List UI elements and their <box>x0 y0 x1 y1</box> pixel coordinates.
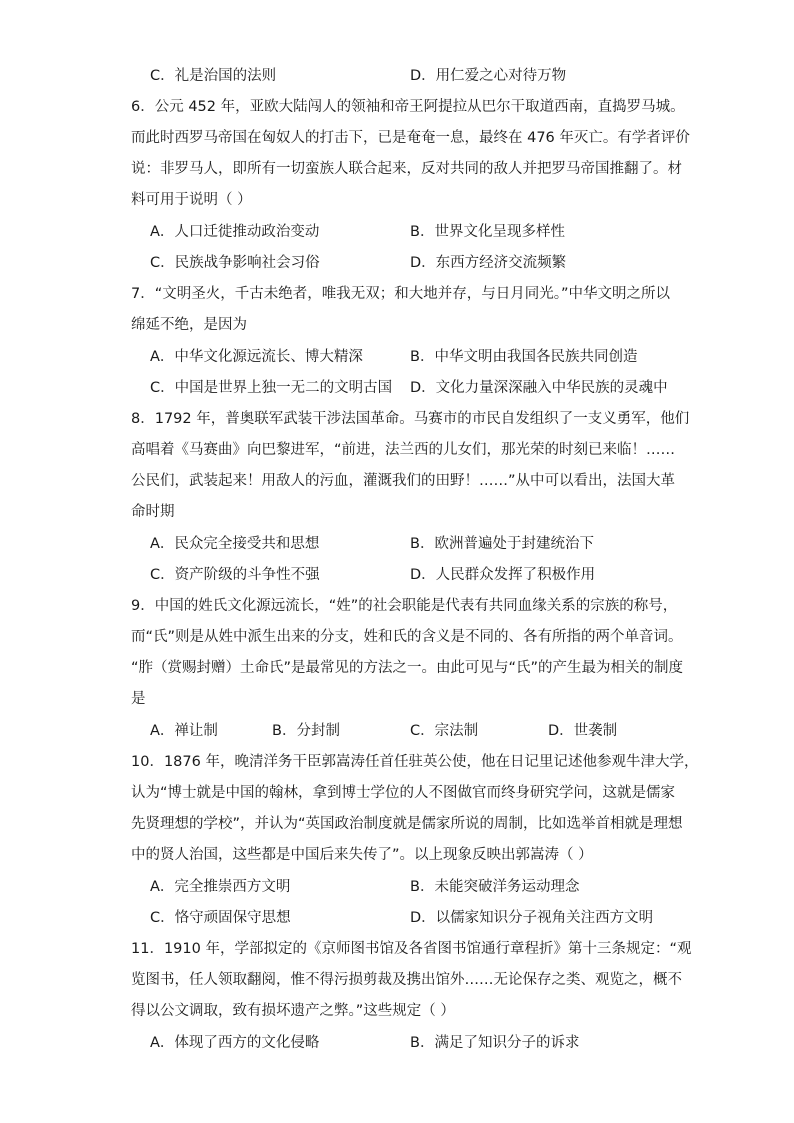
q8-stem-line: 8．1792 年，普奥联军武装干涉法国革命。马赛市的市民自发组织了一支义勇军，他们 <box>131 411 690 427</box>
q9-stem-line: 9．中国的姓氏文化源远流长，“姓”的社会职能是代表有共同血缘关系的宗族的称号， <box>131 598 678 614</box>
q10-option-a: A．完全推崇西方文明 <box>150 879 291 895</box>
q8-option-a: A．民众完全接受共和思想 <box>150 536 320 552</box>
q6-stem-line: 6．公元 452 年，亚欧大陆闯人的领袖和帝王阿提拉从巴尔干取道西南，直捣罗马城。 <box>131 99 685 115</box>
q8-stem-line: 高唱着《马赛曲》向巴黎进军，“前进，法兰西的儿女们，那光荣的时刻已来临！…… <box>131 442 676 458</box>
q7-option-a: A．中华文化源远流长、博大精深 <box>150 349 363 365</box>
q11-stem-line: 得以公文调取，致有损坏遗产之弊。”这些规定（ ） <box>131 1003 455 1019</box>
q9-stem-line: “胙（赏赐封赠）土命氏”是最常见的方法之一。由此可见与“氏”的产生最为相关的制度 <box>131 660 684 676</box>
q6-option-c: C．民族战争影响社会习俗 <box>150 255 320 271</box>
q9-stem-line: 是 <box>131 691 146 707</box>
q11-option-a: A．体现了西方的文化侵略 <box>150 1035 320 1051</box>
q6-option-a: A．人口迁徙推动政治变动 <box>150 224 320 240</box>
q8-stem-line: 公民们，武装起来！用敌人的污血，灌溉我们的田野！……”从中可以看出，法国大革 <box>131 473 676 489</box>
q9-stem-line: 而“氏”则是从姓中派生出来的分支，姓和氏的含义是不同的、各有所指的两个单音词。 <box>131 629 683 645</box>
q8-option-b: B．欧洲普遍处于封建统治下 <box>410 536 594 552</box>
q11-option-b: B．满足了知识分子的诉求 <box>410 1035 580 1051</box>
q7-option-d: D．文化力量深深融入中华民族的灵魂中 <box>410 380 668 396</box>
q10-option-d: D．以儒家知识分子视角关注西方文明 <box>410 910 654 926</box>
q7-stem-line: 7．“文明圣火，千古未绝者，唯我无双；和大地并存，与日月同光。”中华文明之所以 <box>131 286 670 302</box>
q6-stem-line: 说：非罗马人，即所有一切蛮族人联合起来，反对共同的敌人并把罗马帝国推翻了。材 <box>131 161 682 177</box>
q7-option-c: C．中国是世界上独一无二的文明古国 <box>150 380 393 396</box>
q9-option-c: C．宗法制 <box>410 723 479 739</box>
q10-stem-line: 先贤理想的学校”，并认为“英国政治制度就是儒家所说的周制，比如选举首相就是理想 <box>131 816 683 832</box>
q11-stem-line: 11．1910 年，学部拟定的《京师图书馆及各省图书馆通行章程折》第十三条规定：“观 <box>131 941 692 957</box>
q5-option-c: C．礼是治国的法则 <box>150 68 277 84</box>
q9-option-d: D．世袭制 <box>548 723 618 739</box>
q6-option-d: D．东西方经济交流频繁 <box>410 255 567 271</box>
q8-stem-line: 命时期 <box>131 504 175 520</box>
q8-option-c: C．资产阶级的斗争性不强 <box>150 567 320 583</box>
q6-stem-line: 而此时西罗马帝国在匈奴人的打击下，已是奄奄一息，最终在 476 年灭亡。有学者评价 <box>131 130 690 146</box>
q8-option-d: D．人民群众发挥了积极作用 <box>410 567 596 583</box>
q9-option-b: B．分封制 <box>272 723 340 739</box>
q5-option-d: D．用仁爱之心对待万物 <box>410 68 567 84</box>
q10-option-b: B．未能突破洋务运动理念 <box>410 879 580 895</box>
q7-option-b: B．中华文明由我国各民族共同创造 <box>410 349 638 365</box>
q11-stem-line: 览图书，任人领取翻阅，惟不得污损剪裁及携出馆外……无论保存之类、观览之，概不 <box>131 972 682 988</box>
q10-stem-line: 10．1876 年，晚清洋务干臣郭嵩涛任首任驻英公使，他在日记里记述他参观牛津大学， <box>131 754 699 770</box>
q10-option-c: C．恪守顽固保守思想 <box>150 910 291 926</box>
q10-stem-line: 中的贤人治国，这些都是中国后来失传了”。以上现象反映出郭嵩涛（ ） <box>131 847 593 863</box>
q6-stem-line: 料可用于说明（ ） <box>131 192 252 208</box>
q6-option-b: B．世界文化呈现多样性 <box>410 224 565 240</box>
q7-stem-line: 绵延不绝，是因为 <box>131 317 247 333</box>
q10-stem-line: 认为“博士就是中国的翰林，拿到博士学位的人不图做官而终身研究学问，这就是儒家 <box>131 785 676 801</box>
q9-option-a: A．禅让制 <box>150 723 218 739</box>
